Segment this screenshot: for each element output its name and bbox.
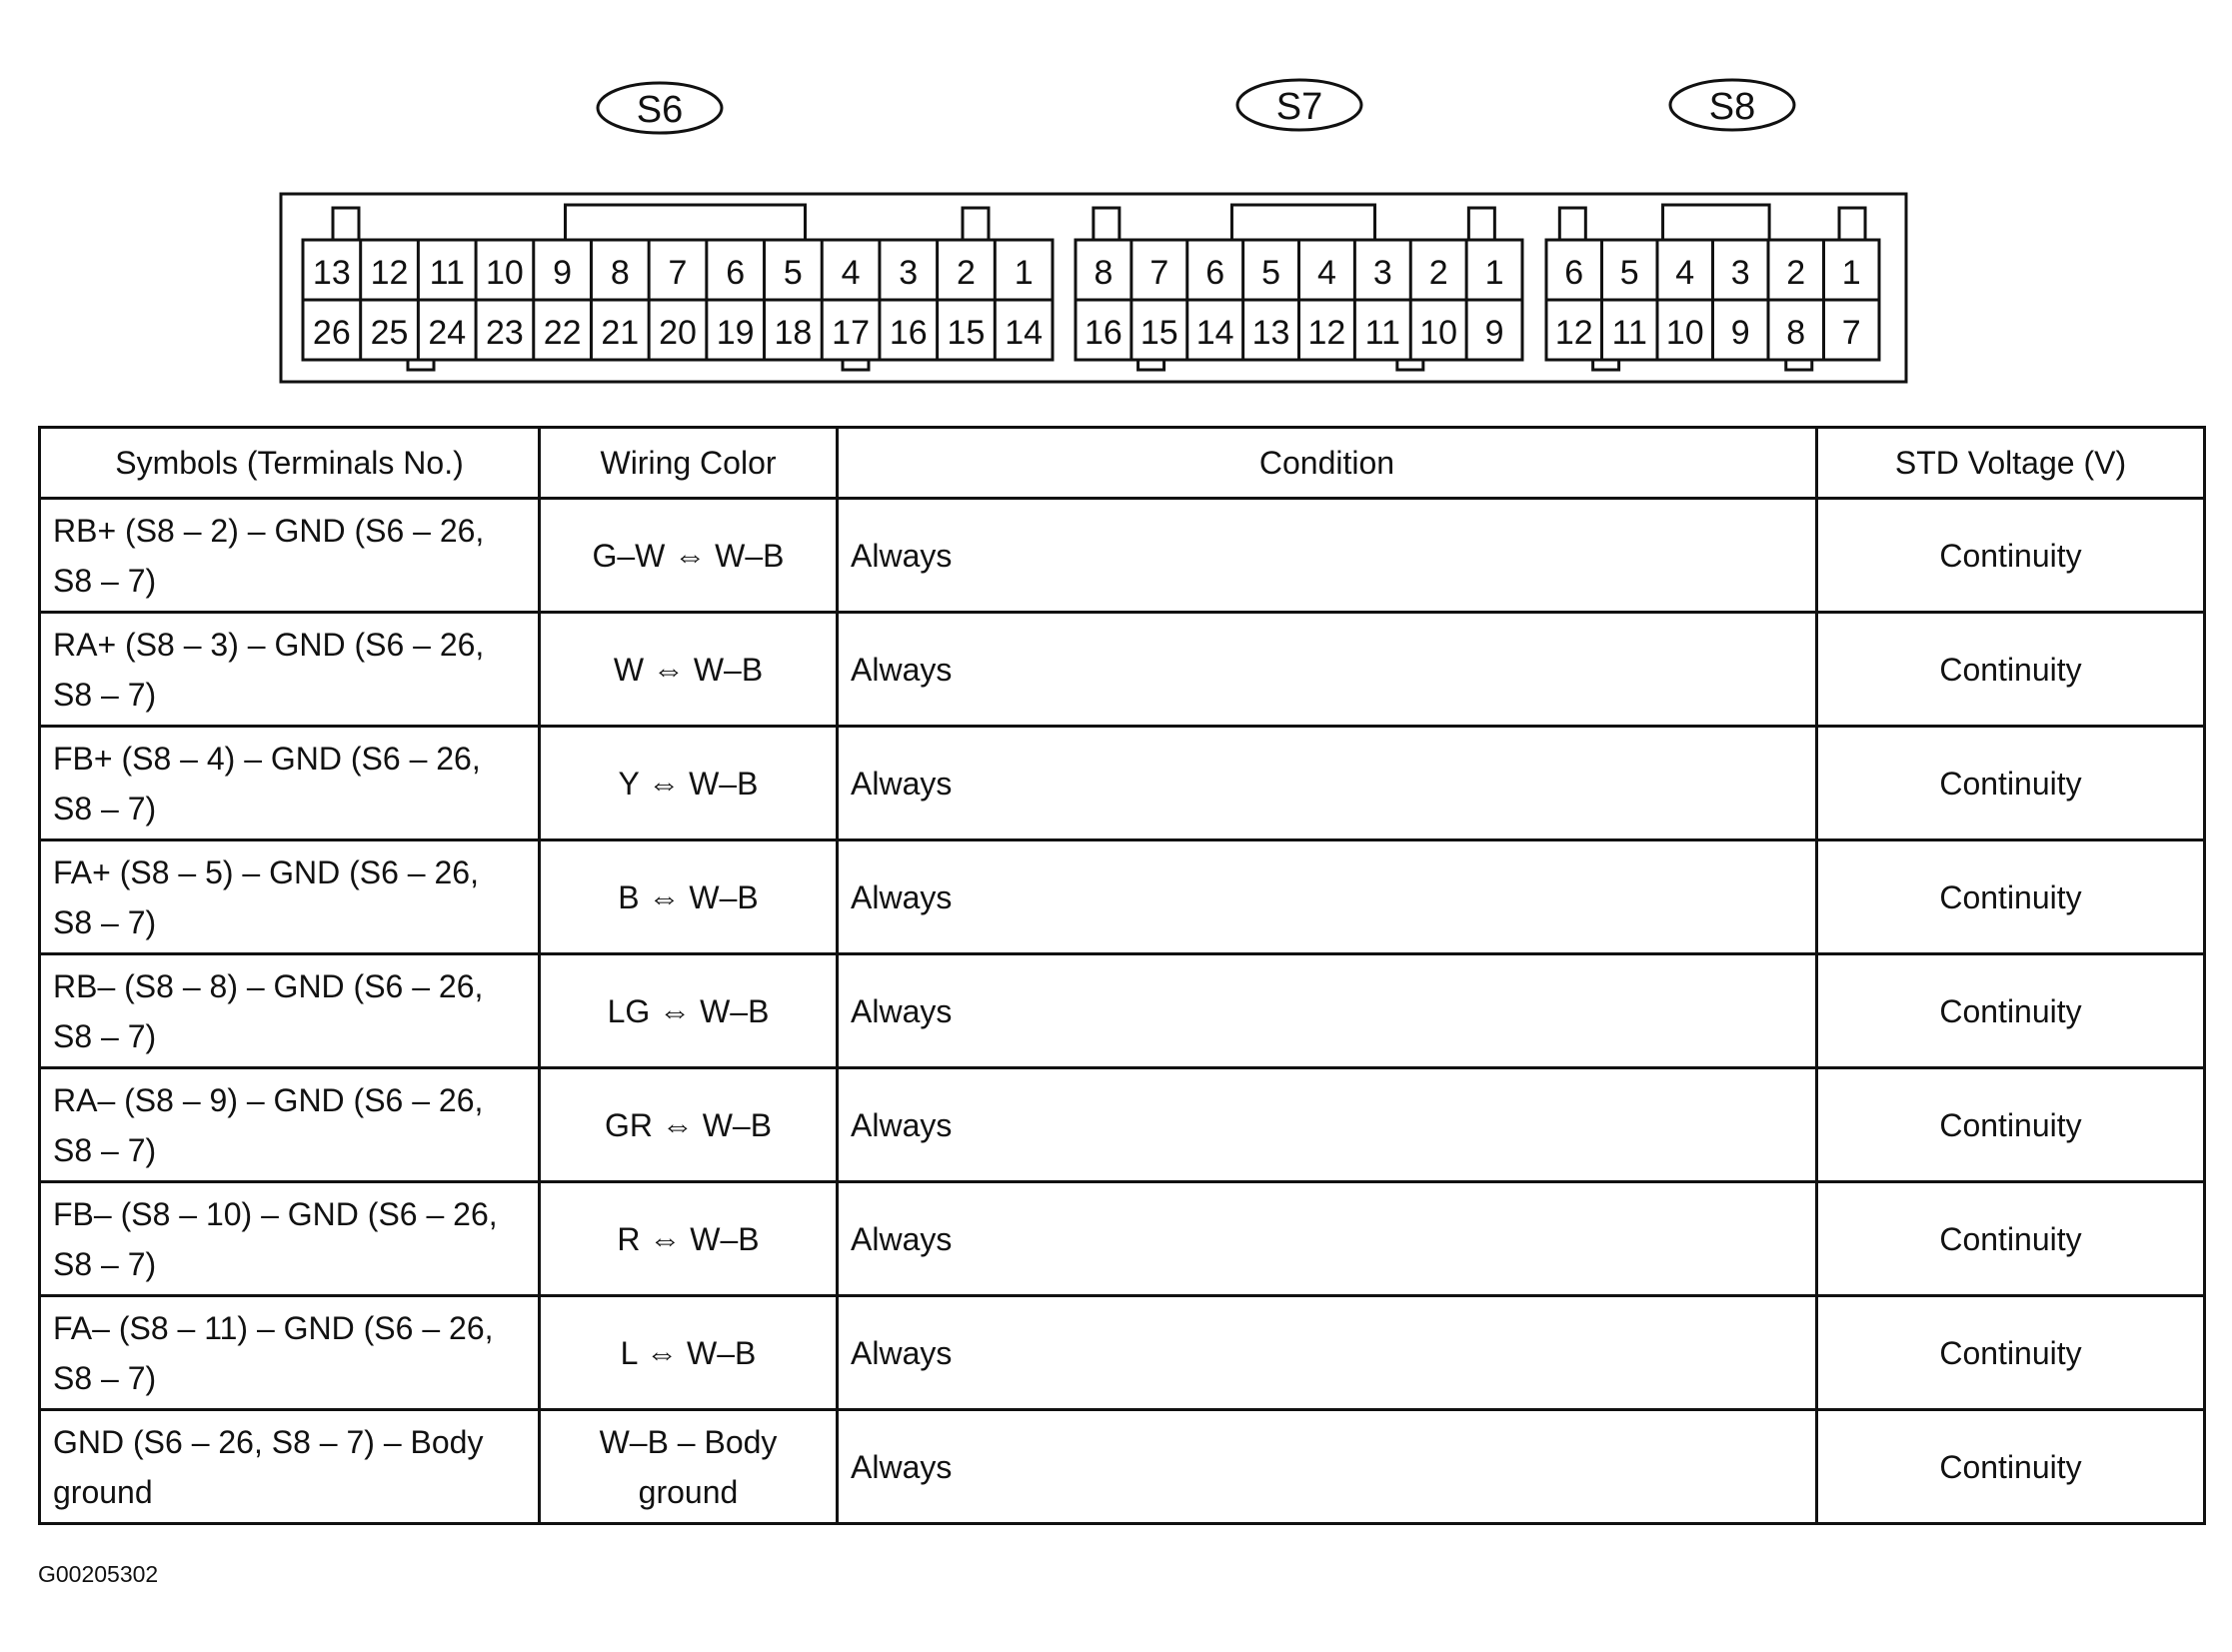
- terminal-number: 19: [716, 314, 755, 352]
- cell-std-voltage: Continuity: [1817, 1068, 2205, 1182]
- table-row: [40, 1296, 2205, 1410]
- terminal-number: 14: [1195, 314, 1234, 352]
- terminal-number: 2: [1786, 254, 1806, 292]
- cell-condition: Always: [838, 613, 1817, 727]
- cell-wiring-color: L ⇔ W–B: [540, 1296, 838, 1410]
- cell-symbols: FA– (S8 – 11) – GND (S6 – 26, S8 – 7): [40, 1296, 540, 1410]
- cell-symbols: GND (S6 – 26, S8 – 7) – Body ground: [40, 1410, 540, 1524]
- cell-std-voltage: Continuity: [1817, 1182, 2205, 1296]
- terminal-number: 7: [668, 254, 688, 292]
- terminal-number: 1: [1484, 254, 1504, 292]
- connector-bottom-tab: [1593, 360, 1619, 370]
- cell-std-voltage: Continuity: [1817, 1410, 2205, 1524]
- terminal-number: 11: [1611, 314, 1647, 352]
- table-row: [40, 1410, 2205, 1524]
- cell-condition: Always: [838, 840, 1817, 954]
- terminal-number: 15: [947, 314, 986, 352]
- connector-bottom-tab: [843, 360, 869, 370]
- cell-symbols: RA+ (S8 – 3) – GND (S6 – 26, S8 – 7): [40, 613, 540, 727]
- figure-code: G00205302: [38, 1561, 159, 1587]
- cell-wiring-color: B ⇔ W–B: [540, 840, 838, 954]
- connector-key-bracket: [1663, 205, 1770, 240]
- cell-wiring-color: W–B – Body ground: [540, 1410, 838, 1524]
- cell-condition: Always: [838, 499, 1817, 613]
- header-wiring-color: Wiring Color: [540, 428, 838, 499]
- connector-lock-tab: [1094, 208, 1119, 240]
- cell-symbols: FB– (S8 – 10) – GND (S6 – 26, S8 – 7): [40, 1182, 540, 1296]
- connector-lock-tab: [963, 208, 989, 240]
- header-symbols: Symbols (Terminals No.): [40, 428, 540, 499]
- cell-wiring-color: Y ⇔ W–B: [540, 727, 838, 840]
- terminal-number: 6: [1205, 254, 1225, 292]
- cell-condition: Always: [838, 1068, 1817, 1182]
- cell-condition: Always: [838, 1296, 1817, 1410]
- terminal-number: 23: [486, 314, 524, 352]
- cell-condition: Always: [838, 1182, 1817, 1296]
- cell-symbols: RB– (S8 – 8) – GND (S6 – 26, S8 – 7): [40, 954, 540, 1068]
- terminal-number: 4: [1316, 254, 1336, 292]
- terminal-number: 12: [1554, 314, 1593, 352]
- terminal-number: 10: [1419, 314, 1458, 352]
- cell-std-voltage: Continuity: [1817, 499, 2205, 613]
- connector-lock-tab: [1468, 208, 1494, 240]
- header-std-voltage: STD Voltage (V): [1817, 428, 2205, 499]
- cell-std-voltage: Continuity: [1817, 954, 2205, 1068]
- connector-bottom-tab: [1397, 360, 1423, 370]
- cell-condition: Always: [838, 1410, 1817, 1524]
- terminal-number: 10: [486, 254, 524, 292]
- terminal-number: 21: [601, 314, 640, 352]
- spec-table: [38, 426, 2206, 1525]
- connector-label-s6: S6: [636, 89, 684, 131]
- connector-lock-tab: [1559, 208, 1585, 240]
- connector-lock-tab: [1839, 208, 1865, 240]
- table-row: [40, 1068, 2205, 1182]
- table-row: [40, 727, 2205, 840]
- cell-condition: Always: [838, 727, 1817, 840]
- terminal-number: 20: [659, 314, 697, 352]
- table-row: [40, 954, 2205, 1068]
- cell-condition: Always: [838, 954, 1817, 1068]
- connector-key-bracket: [1231, 205, 1374, 240]
- connector-label-s8: S8: [1708, 86, 1756, 128]
- cell-std-voltage: Continuity: [1817, 727, 2205, 840]
- terminal-number: 17: [832, 314, 870, 352]
- cell-symbols: RA– (S8 – 9) – GND (S6 – 26, S8 – 7): [40, 1068, 540, 1182]
- connector-label-s7: S7: [1275, 86, 1323, 128]
- terminal-number: 9: [553, 254, 573, 292]
- terminal-number: 6: [726, 254, 746, 292]
- terminal-number: 2: [1428, 254, 1448, 292]
- terminal-number: 11: [429, 254, 465, 292]
- connector-key-bracket: [566, 205, 806, 240]
- connector-lock-tab: [333, 208, 359, 240]
- table-row: [40, 1182, 2205, 1296]
- connector-bottom-tab: [408, 360, 434, 370]
- terminal-number: 13: [1251, 314, 1290, 352]
- terminal-number: 10: [1665, 314, 1704, 352]
- cell-std-voltage: Continuity: [1817, 613, 2205, 727]
- terminal-number: 1: [1014, 254, 1034, 292]
- table-row: [40, 840, 2205, 954]
- terminal-number: 8: [1786, 314, 1806, 352]
- connector-bottom-tab: [1138, 360, 1164, 370]
- terminal-number: 3: [1730, 254, 1750, 292]
- terminal-number: 5: [1619, 254, 1639, 292]
- terminal-number: 22: [543, 314, 582, 352]
- cell-symbols: FB+ (S8 – 4) – GND (S6 – 26, S8 – 7): [40, 727, 540, 840]
- terminal-number: 8: [1094, 254, 1114, 292]
- terminal-number: 8: [610, 254, 630, 292]
- terminal-number: 14: [1005, 314, 1044, 352]
- header-condition: Condition: [838, 428, 1817, 499]
- terminal-number: 2: [957, 254, 976, 292]
- terminal-number: 12: [1307, 314, 1346, 352]
- table-header-row: [40, 428, 2205, 499]
- terminal-number: 5: [783, 254, 803, 292]
- terminal-number: 12: [370, 254, 409, 292]
- terminal-number: 13: [312, 254, 351, 292]
- terminal-number: 7: [1149, 254, 1169, 292]
- table-row: [40, 613, 2205, 727]
- connector-diagram: [0, 0, 2232, 400]
- table-row: [40, 499, 2205, 613]
- terminal-number: 5: [1261, 254, 1281, 292]
- terminal-number: 4: [1675, 254, 1695, 292]
- terminal-number: 11: [1364, 314, 1400, 352]
- terminal-number: 15: [1139, 314, 1178, 352]
- terminal-number: 4: [841, 254, 861, 292]
- cell-symbols: RB+ (S8 – 2) – GND (S6 – 26, S8 – 7): [40, 499, 540, 613]
- terminal-number: 6: [1564, 254, 1584, 292]
- terminal-number: 9: [1484, 314, 1504, 352]
- terminal-number: 16: [889, 314, 928, 352]
- terminal-number: 18: [774, 314, 813, 352]
- connector-bottom-tab: [1786, 360, 1812, 370]
- cell-wiring-color: W ⇔ W–B: [540, 613, 838, 727]
- terminal-number: 25: [370, 314, 409, 352]
- terminal-number: 16: [1085, 314, 1122, 352]
- cell-wiring-color: LG ⇔ W–B: [540, 954, 838, 1068]
- cell-std-voltage: Continuity: [1817, 1296, 2205, 1410]
- terminal-number: 9: [1730, 314, 1750, 352]
- terminal-number: 7: [1841, 314, 1861, 352]
- cell-wiring-color: G–W ⇔ W–B: [540, 499, 838, 613]
- terminal-number: 24: [428, 314, 467, 352]
- cell-wiring-color: R ⇔ W–B: [540, 1182, 838, 1296]
- terminal-number: 3: [1372, 254, 1392, 292]
- terminal-number: 1: [1841, 254, 1861, 292]
- cell-symbols: FA+ (S8 – 5) – GND (S6 – 26, S8 – 7): [40, 840, 540, 954]
- cell-wiring-color: GR ⇔ W–B: [540, 1068, 838, 1182]
- cell-std-voltage: Continuity: [1817, 840, 2205, 954]
- terminal-number: 3: [899, 254, 919, 292]
- terminal-number: 26: [312, 314, 351, 352]
